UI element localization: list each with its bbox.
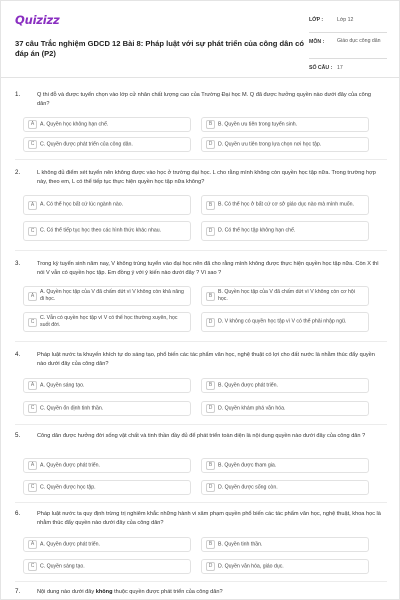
question-number: 6. xyxy=(15,510,21,517)
option-letter-badge: C xyxy=(28,227,37,236)
option-b[interactable] xyxy=(201,458,369,473)
question-divider xyxy=(15,159,387,160)
question-text-part: Nội dung nào dưới đây xyxy=(37,589,96,595)
option-text: D. V không có quyền học tập vì V có thể phải nhập ngũ. xyxy=(218,318,347,325)
question-text-part: thuộc quyền được phát triển của công dân? xyxy=(112,589,223,595)
option-text: A. Quyền học tập của V đã chấm dứt vì V không còn khả năng đi học. xyxy=(40,288,184,302)
option-a[interactable] xyxy=(23,286,191,306)
question-divider xyxy=(15,502,387,503)
question-text: Trong kỳ tuyển sinh năm nay, V không trúng tuyển vào đại học nên đã cho rằng mình không được thực hiện quyền học tập nữa. Còn X thì nói V vẫn có quyền học tập. Em đồng ý với ý kiến nào dưới đây ? Vì sao ? xyxy=(37,261,379,276)
option-text: C. Vẫn có quyền học tập vì V có thể học thường xuyên, học suốt đời. xyxy=(40,314,178,328)
question-divider xyxy=(15,424,387,425)
question-number: 7. xyxy=(15,588,21,595)
option-a[interactable] xyxy=(23,195,191,215)
worksheet-meta xyxy=(309,11,387,79)
option-letter-badge: D xyxy=(206,562,215,571)
option-d[interactable] xyxy=(201,221,369,241)
option-letter-badge: A xyxy=(28,540,37,549)
option-text: A. Quyền sáng tạo. xyxy=(40,381,85,388)
option-c[interactable] xyxy=(23,480,191,495)
option-letter-badge: B xyxy=(206,201,215,210)
option-letter-badge: A xyxy=(28,381,37,390)
option-c[interactable] xyxy=(23,401,191,416)
question-number: 4. xyxy=(15,351,21,358)
option-c[interactable] xyxy=(23,559,191,574)
option-letter-badge: A xyxy=(28,292,37,301)
meta-row-subject xyxy=(309,33,387,59)
option-d[interactable] xyxy=(201,137,369,152)
option-letter-badge: B xyxy=(206,120,215,129)
option-b[interactable] xyxy=(201,378,369,393)
question-divider xyxy=(15,581,387,582)
option-letter-badge: C xyxy=(28,140,37,149)
option-text: A. Quyền được phát triển. xyxy=(40,540,100,547)
question-text-emphasis: không xyxy=(95,589,113,595)
option-text: A. Quyền học không hạn chế. xyxy=(40,120,109,127)
option-letter-badge: D xyxy=(206,318,215,327)
option-d[interactable] xyxy=(201,401,369,416)
option-letter-badge: C xyxy=(28,562,37,571)
option-b[interactable] xyxy=(201,117,369,132)
option-text: B. Quyền ưu tiên trong tuyển sinh. xyxy=(218,120,298,127)
option-d[interactable] xyxy=(201,559,369,574)
option-text: B. Quyền được tham gia. xyxy=(218,461,277,468)
option-text: C. Quyền ổn định tinh thần. xyxy=(40,404,104,411)
option-letter-badge: D xyxy=(206,227,215,236)
option-text: B. Có thể học ở bất cứ cơ sở giáo dục nào mà mình muốn. xyxy=(218,201,354,208)
option-a[interactable] xyxy=(23,378,191,393)
question-text: Q thi đỗ và được tuyển chọn vào lớp cử nhân chất lượng cao của Trường Đại học M. Q đã được hưởng quyền nào dưới đây của công dân? xyxy=(37,92,371,107)
option-a[interactable] xyxy=(23,537,191,552)
option-text: C. Có thể tiếp tục học theo các hình thức khác nhau. xyxy=(40,227,162,234)
option-c[interactable] xyxy=(23,221,191,241)
worksheet-title: 37 câu Trắc nghiệm GDCD 12 Bài 8: Pháp luật với sự phát triển của công dân có đáp án (P2) xyxy=(15,39,304,58)
question-text: Pháp luật nước ta quy định trừng trị nghiêm khắc những hành vi xâm phạm quyền phổ biến các tác phẩm văn học, nghệ thuật, khoa học là nhằm thúc đẩy quyền nào dưới đây của công dân? xyxy=(37,511,381,526)
question-text: Công dân được hưởng đời sống vật chất và tinh thần đầy đủ để phát triển toàn diện là nội dung quyền nào dưới đây của công dân ? xyxy=(37,433,366,439)
quizizz-logo: Quizizz xyxy=(15,13,60,27)
question-number: 1. xyxy=(15,91,21,98)
meta-key: SỐ CÂU : xyxy=(309,65,333,71)
option-text: A. Quyền được phát triển. xyxy=(40,461,100,468)
option-letter-badge: A xyxy=(28,120,37,129)
header-divider xyxy=(1,77,400,78)
option-text: D. Quyền văn hóa, giáo dục. xyxy=(218,562,284,569)
option-text: C. Quyền được phát triển của công dân. xyxy=(40,140,133,147)
meta-row-class xyxy=(309,11,387,33)
option-letter-badge: B xyxy=(206,540,215,549)
option-letter-badge: A xyxy=(28,461,37,470)
question-text: Pháp luật nước ta khuyến khích tự do sáng tạo, phổ biến các tác phẩm văn học, nghệ thuật có lợi cho đất nước là nhằm thúc đẩy quyền nào dưới đây của công dân? xyxy=(37,352,375,367)
option-letter-badge: B xyxy=(206,461,215,470)
option-text: D. Có thể học tập không hạn chế. xyxy=(218,227,296,234)
option-text: B. Quyền học tập của V đã chấm dứt vì V không còn cơ hội học. xyxy=(218,288,355,302)
question-text xyxy=(37,588,382,597)
question-divider xyxy=(15,341,387,342)
meta-value: Giáo dục công dân xyxy=(337,38,381,44)
option-letter-badge: A xyxy=(28,201,37,210)
option-b[interactable] xyxy=(201,286,369,306)
option-text: D. Quyền được sống còn. xyxy=(218,483,278,490)
option-letter-badge: C xyxy=(28,483,37,492)
option-letter-badge: D xyxy=(206,483,215,492)
option-letter-badge: C xyxy=(28,318,37,327)
question-number: 3. xyxy=(15,260,21,267)
meta-value: Lớp 12 xyxy=(337,17,354,23)
option-a[interactable] xyxy=(23,117,191,132)
option-text: B. Quyền được phát triển. xyxy=(218,381,278,388)
question-number: 5. xyxy=(15,432,21,439)
option-letter-badge: C xyxy=(28,404,37,413)
meta-row-count xyxy=(309,59,387,79)
meta-key: MÔN : xyxy=(309,39,325,45)
option-letter-badge: D xyxy=(206,404,215,413)
option-b[interactable] xyxy=(201,195,369,215)
question-divider xyxy=(15,250,387,251)
option-text: C. Quyền sáng tạo. xyxy=(40,562,85,569)
option-text: D. Quyền ưu tiên trong lựa chọn nơi học tập. xyxy=(218,140,322,147)
option-text: C. Quyền được học tập. xyxy=(40,483,96,490)
option-text: B. Quyền tinh thần. xyxy=(218,540,263,547)
meta-key: LỚP : xyxy=(309,17,324,23)
option-letter-badge: B xyxy=(206,381,215,390)
option-letter-badge: B xyxy=(206,292,215,301)
option-d[interactable] xyxy=(201,480,369,495)
option-b[interactable] xyxy=(201,537,369,552)
option-text: D. Quyền khám phá văn hóa. xyxy=(218,404,286,411)
option-letter-badge: D xyxy=(206,140,215,149)
option-a[interactable] xyxy=(23,458,191,473)
question-text: L không đủ điểm xét tuyển nên không được vào học ở trường đại học. L cho rằng mình không còn quyền học tập nữa. Trong trường hợp này, theo em, L có thể tiếp tục thực hiện quyền học tập nữa không? xyxy=(37,170,376,185)
worksheet-header xyxy=(15,11,387,73)
option-text: A. Có thể học bất cứ lúc ngành nào. xyxy=(40,201,124,208)
option-c[interactable] xyxy=(23,312,191,332)
option-d[interactable] xyxy=(201,312,369,332)
option-c[interactable] xyxy=(23,137,191,152)
question-number: 2. xyxy=(15,169,21,176)
meta-value: 17 xyxy=(337,65,343,71)
